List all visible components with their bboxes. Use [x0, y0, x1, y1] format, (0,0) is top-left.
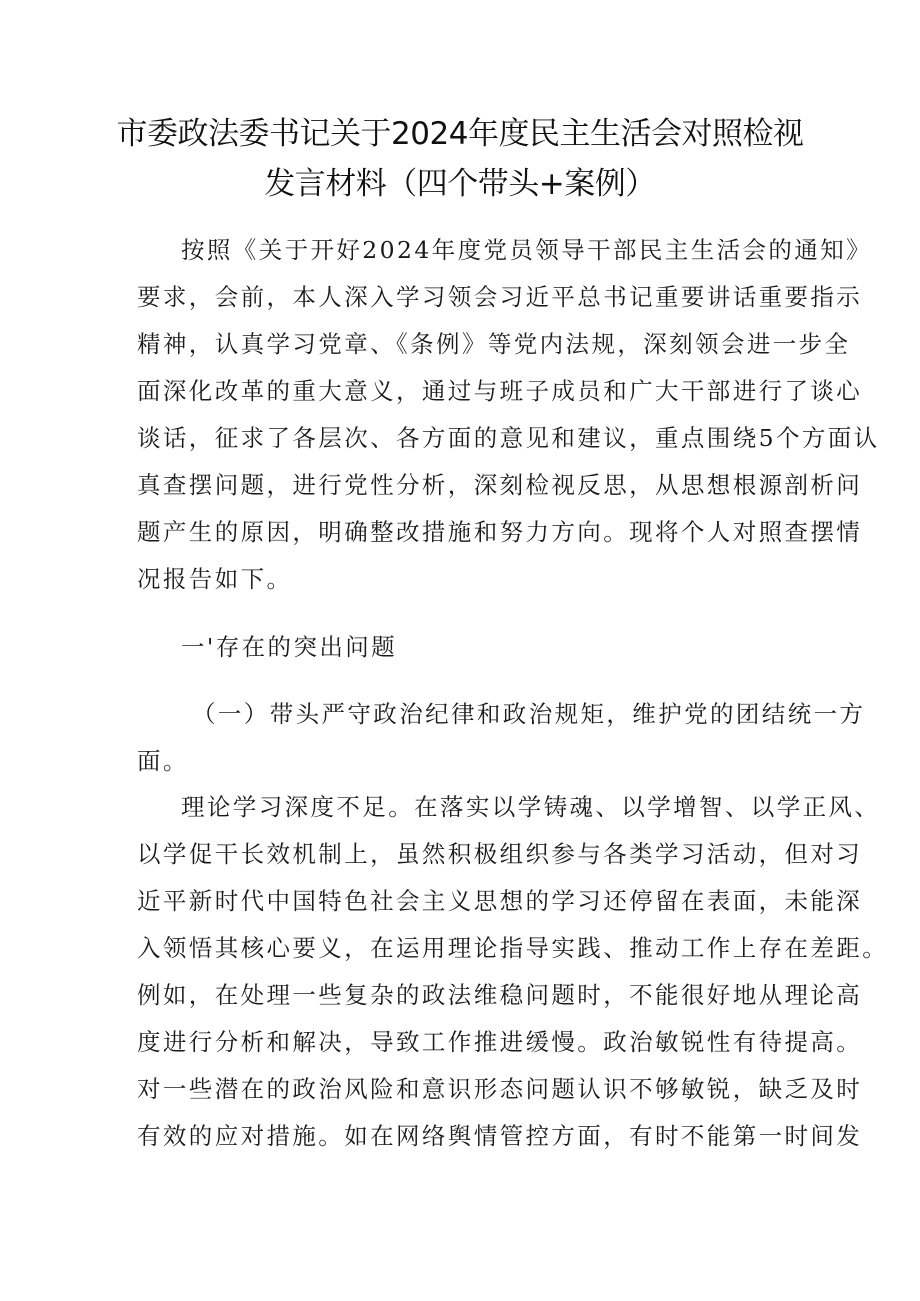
- body-paragraph-line: 入领悟其核心要义，在运用理论指导实践、推动工作上存在差距。: [137, 934, 889, 962]
- intro-paragraph-line: 要求，会前，本人深入学习领会习近平总书记重要讲话重要指示: [137, 283, 863, 311]
- body-paragraph-line: 近平新时代中国特色社会主义思想的学习还停留在表面，未能深: [137, 887, 863, 915]
- body-paragraph-line: 度进行分析和解决，导致工作推进缓慢。政治敏锐性有待提高。: [137, 1028, 863, 1056]
- intro-paragraph-line: 真查摆问题，进行党性分析，深刻检视反思，从思想根源剖析问: [137, 471, 863, 499]
- intro-paragraph-line: 况报告如下。: [137, 565, 293, 593]
- body-paragraph-line: 以学促干长效机制上，虽然积极组织参与各类学习活动，但对习: [137, 840, 863, 868]
- document-title-line-2: 发言材料（四个带头+案例）: [264, 166, 656, 202]
- intro-paragraph-line: 精神，认真学习党章、《条例》等党内法规，深刻领会进一步全: [137, 330, 851, 358]
- intro-paragraph-line: 题产生的原因，明确整改措施和努力方向。现将个人对照查摆情: [137, 518, 863, 546]
- intro-paragraph-line: 面深化改革的重大意义，通过与班子成员和广大干部进行了谈心: [137, 377, 863, 405]
- intro-paragraph-line: 按照《关于开好2024年度党员领导干部民主生活会的通知》: [181, 236, 873, 264]
- body-paragraph-line: 理论学习深度不足。在落实以学铸魂、以学增智、以学正风、: [181, 793, 881, 821]
- body-paragraph-line: 有效的应对措施。如在网络舆情管控方面，有时不能第一时间发: [137, 1122, 863, 1150]
- document-title-line-1: 市委政法委书记关于2024年度民主生活会对照检视: [116, 116, 804, 152]
- body-paragraph-line: 例如，在处理一些复杂的政法维稳问题时，不能很好地从理论高: [137, 981, 863, 1009]
- intro-paragraph-line: 谈话，征求了各层次、各方面的意见和建议，重点围绕5个方面认: [137, 424, 880, 452]
- section-heading: 一'存在的突出问题: [181, 633, 398, 661]
- subsection-heading-line: （一）带头严守政治纪律和政治规矩，维护党的团结统一方: [192, 700, 866, 728]
- subsection-heading-line: 面。: [137, 747, 189, 775]
- body-paragraph-line: 对一些潜在的政治风险和意识形态问题认识不够敏锐，缺乏及时: [137, 1075, 863, 1103]
